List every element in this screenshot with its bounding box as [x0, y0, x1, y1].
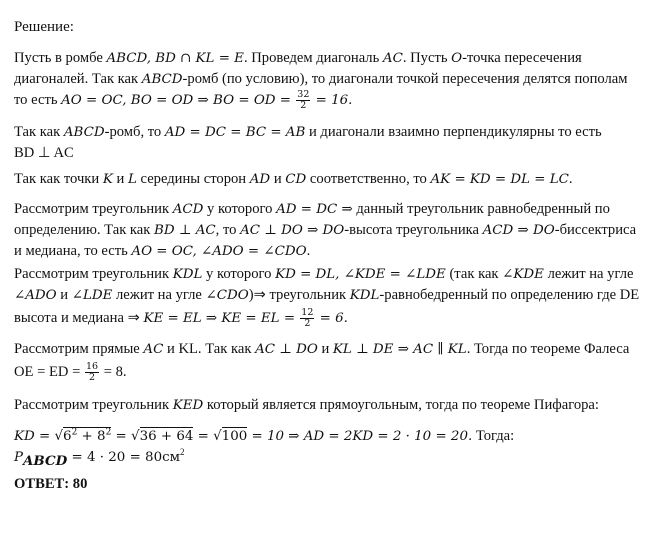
solution-heading: [14, 17, 642, 37]
sqrt-expression-2: √36 + 64: [131, 429, 194, 444]
paragraph-triangle-ked: [14, 395, 642, 416]
p7-line1: Рассмотрим треугольник KED который является прямоугольным, тогда по теореме Пифагора:: [14, 397, 599, 413]
p1-line2: диагоналей. Так как ABCD-ромб (по условию), то диагонали точкой пересечения делятся пополам: [14, 71, 628, 87]
paragraph-triangle-kdl: [14, 264, 642, 329]
answer-line: [14, 474, 642, 494]
p6-line1: Рассмотрим прямые AC и KL. Так как AC ⊥ DO и KL ⊥ DE ⇒ AC ∥ KL. Тогда по теореме Фалеса: [14, 341, 630, 357]
p5-line2: ∠ADO и ∠LDE лежит на угле ∠CDO)⇒ треугольник KDL-равнобедренный по определению где DE: [14, 287, 640, 303]
heading-text: Решение:: [14, 19, 74, 35]
sqrt-expression-3: √100: [213, 429, 248, 444]
paragraph-thales: [14, 339, 642, 383]
answer-text: ОТВЕТ: 80: [14, 476, 88, 492]
paragraph-midpoints: [14, 169, 642, 190]
fraction-12-2: $\frac{12}{2}$: [301, 307, 314, 330]
p1-line3: то есть AO = OC, BO = OD ⇒ BO = OD = $\frac{32}{2}$ = 16.: [14, 89, 353, 112]
p2-line2: BD ⊥ AC: [14, 145, 74, 161]
sqrt-expression-1: $√6^2 + 8^2$: [54, 427, 112, 444]
p6-line2: OE = ED = $\frac{16}{2}$ = 8.: [14, 361, 127, 384]
p4-line1: Рассмотрим треугольник ACD у которого AD = DC ⇒ данный треугольник равнобедренный по: [14, 201, 610, 217]
paragraph-rhombus-setup: [14, 48, 642, 111]
fraction-16-2: $\frac{16}{2}$: [85, 361, 99, 384]
p5-line1: Рассмотрим треугольник KDL у которого KD = DL, ∠KDE = ∠LDE (так как ∠KDE лежит на угле: [14, 266, 634, 282]
paragraph-pythagoras: [14, 426, 642, 468]
p1-line1: Пусть в ромбе ABCD, BD ∩ KL = E. Проведем диагональ AC. Пусть O-точка пересечения: [14, 50, 582, 66]
paragraph-triangle-acd: [14, 199, 642, 262]
p2-line1: Так как ABCD-ромб, то AD = DC = BC = AB и диагонали взаимно перпендикулярны то есть: [14, 124, 602, 140]
p4-line2: определению. Так как BD ⊥ AC, то AC ⊥ DO ⇒ DO-высота треугольника ACD ⇒ DO-биссектриса: [14, 222, 637, 238]
p8-line1: KD = $√6^2 + 8^2 = √36 + 64 = √100 = 10$ ⇒ AD = 2KD = 2 · 10 = 20. Тогда:: [14, 427, 515, 444]
p8-line2: $P_{ABCD} = 4 \cdot 20 = 80см^2$: [14, 447, 185, 469]
paragraph-rhombus-sides: [14, 122, 642, 163]
p3-line1: Так как точки K и L середины сторон AD и CD соответственно, то AK = KD = DL = LC.: [14, 171, 573, 187]
p5-line3: высота и медиана ⇒ KE = EL ⇒ KE = EL = $\frac{12}{2}$ = 6.: [14, 307, 348, 330]
fraction-32-2: $\frac{32}{2}$: [297, 89, 310, 112]
p4-line3: и медиана, то есть AO = OC, ∠ADO = ∠CDO.: [14, 243, 311, 259]
